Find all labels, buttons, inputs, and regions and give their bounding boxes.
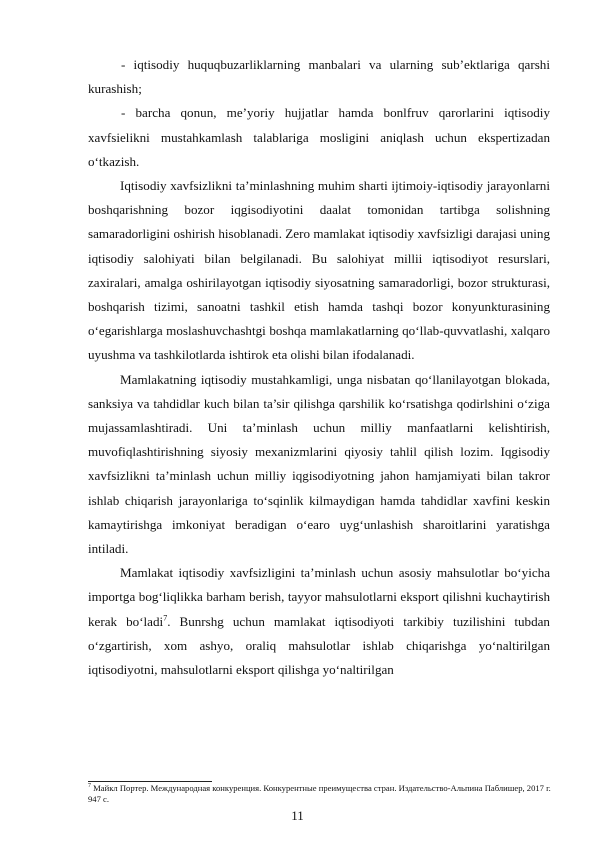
footnote-text: Майкл Портер. Международная конкуренция. Конкурентные преимущества стран. Издательство-Альпина Паблишер, 2017 г. 947 с. (88, 783, 551, 804)
paragraph-5 (88, 561, 550, 682)
paragraph-5-text-end: . Bunrshg uchun mamlakat iqtisodiyoti tarkibiy tuzilishini tubdan o‘zgartirish, xom ashyo, oraliq mahsulotlar ishlab chiqarishga yo‘naltirilgan iqtisodiyotni, mahsulotlarni eksport qilishga yo‘naltirilgan (88, 613, 550, 678)
paragraph-1: - iqtisodiy huquqbuzarliklarning manbalari va ularning sub’ektlariga qarshi kurashish; (88, 57, 550, 97)
body-text (88, 53, 550, 682)
footnote-separator (88, 781, 212, 782)
footnote (88, 783, 558, 804)
footnote-reference[interactable]: 7 (163, 613, 168, 623)
paragraph-2: - barcha qonun, me’yoriy hujjatlar hamda bonlfruv qarorlarini iqtisodiy xavfsielikni mustahkamlash talablariga mosligini aniqlash uchun ekspertizadan o‘tkazish. (88, 105, 550, 169)
footnote-mark: 7 (88, 783, 91, 790)
paragraph-4: Mamlakatning iqtisodiy mustahkamligi, unga nisbatan qo‘llanilayotgan blokada, sanksiya va tahdidlar kuch bilan ta’sir qilishga qarshilik ko‘rsatishga qodirlshini o‘ziga mujassamlashtiradi. Uni ta’minlash uchun milliy manfaatlarni kelishtirish, muvofiqlashtirishning siyosiy mexanizmlarini qiyosiy tahlil qilish lozim. Iqgisodiy xavfsizlikni ta’minlash uchun milliy iqgisodiyotning jahon hamjamiyati bilan takror ishlab chiqarish jarayonlariga to‘sqinlik kilmaydigan hamda tahdidlar xavfini keskin kamaytirishga imkoniyat beradigan o‘earo uyg‘unlashish sharoitlarini yaratishga intiladi. (88, 371, 550, 557)
page-number: 11 (291, 808, 304, 823)
paragraph-3: Iqtisodiy xavfsizlikni ta’minlashning muhim sharti ijtimoiy-iqtisodiy jarayonlarni boshqarishning bozor iqgisodiyotini daalat tomonidan tartibga solishning samaradorligini oshirish hisoblanadi. Zero mamlakat iqtisodiy xavfsizligi darajasi uning iqtisodiy salohiyati bilan belgilanadi. Bu salohiyat millii iqtisodiyot resurslari, zaxiralari, amalga oshirilayotgan iqtisodiy siyosatning samaradorligi, bozor strukturasi, boshqarish tizimi, sanoatni tashkil etish hamda tashqi bozor konyunkturasining o‘egarishlarga moslashuvchashtgi boshqa mamlakatlarning qo‘llab-quvvatlashi, xalqaro uyushma va tashkilotlarda ishtirok eta olishi bilan ifodalanadi. (88, 178, 550, 363)
paragraph-5-text-start: Mamlakat iqtisodiy xavfsizligini ta’minlash uchun asosiy mahsulotlar bo‘yicha importga bog‘liqlikka barham berish, tayyor mahsulotlarni eksport qilishni kuchaytirish kerak bo‘ladi (88, 565, 550, 629)
